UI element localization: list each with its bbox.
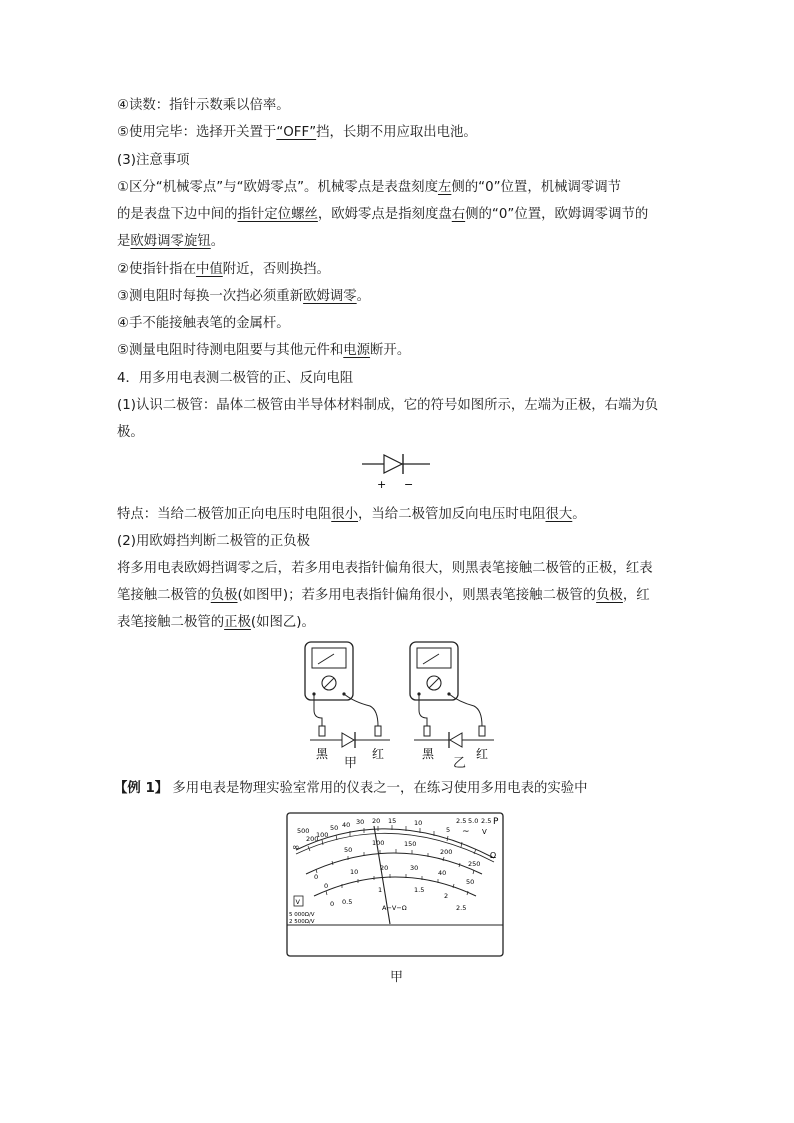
red-probe-label-left: 红	[372, 747, 385, 761]
dial-center-label: A−V−Ω	[382, 904, 407, 912]
dial-low-1: 1	[378, 886, 383, 894]
step-5-text: ⑤使用完毕：选择开关置于“OFF”挡，长期不用应取出电池。	[117, 125, 477, 140]
black-probe-label-right: 黑	[422, 747, 435, 761]
diode-plus-label: +	[377, 478, 387, 491]
dial-mid-50: 50	[344, 846, 353, 854]
dial-p-mark: P	[493, 817, 499, 827]
dial-omega: Ω	[490, 851, 497, 860]
dial-mid2-30: 30	[410, 864, 419, 872]
dial-ohm-20: 20	[372, 817, 381, 825]
dial-inf-symbol: ∞	[292, 843, 300, 853]
dial-mid2-20: 20	[380, 864, 389, 872]
judge-line-a: 将多用电表欧姆挡调零之后，若多用电表指针偏角很大，则黑表笔接触二极管的正极，红表	[117, 561, 653, 576]
dial-ohm-15: 15	[388, 817, 397, 825]
dial-mid-250: 250	[468, 860, 481, 868]
dial-mid2-10: 10	[350, 868, 359, 876]
note-1-line-a: ①区分“机械零点”与“欧姆零点”。机械零点是表盘刻度左侧的“0”位置，机械调零调节	[117, 180, 622, 195]
note-1-line-b: 的是表盘下边中间的指针定位螺丝，欧姆零点是指刻度盘右侧的“0”位置，欧姆调零调节的	[117, 207, 649, 222]
dial-vac-50: 5.0	[468, 817, 479, 825]
dial-mid-200: 200	[440, 848, 453, 856]
note-5: ⑤测量电阻时待测电阻要与其他元件和电源断开。	[117, 343, 411, 358]
dial-side-v: V	[295, 898, 300, 906]
section-4-title: 4．用多用电表测二极管的正、反向电阻	[117, 371, 354, 386]
diode-feature: 特点：当给二极管加正向电压时电阻很小，当给二极管加反向电压时电阻很大。	[117, 507, 586, 522]
dial-caption: 甲	[390, 970, 404, 985]
multimeter-dial	[286, 812, 504, 958]
judge-line-b: 笔接触二极管的负极(如图甲)；若多用电表指针偏角很小，则黑表笔接触二极管的负极，红	[117, 588, 650, 603]
step-4-text: ④读数：指针示数乘以倍率。	[117, 98, 290, 113]
off-underlined: “OFF”	[276, 125, 317, 140]
dial-sens-2: 2 500Ω/V	[289, 919, 315, 925]
dial-ohm-200: 200	[306, 835, 319, 843]
dial-mid-0: 0	[314, 873, 319, 881]
dial-ohm-10: 10	[414, 819, 423, 827]
dial-v-mark: V	[482, 828, 487, 836]
note-2: ②使指针指在中值附近，否则换挡。	[117, 262, 330, 277]
dial-sens-1: 5 000Ω/V	[289, 912, 315, 918]
judge-title: (2)用欧姆挡判断二极管的正负极	[117, 534, 311, 549]
dial-ac-mark: ~	[462, 827, 470, 837]
dial-mid-150: 150	[404, 840, 417, 848]
black-probe-label-left: 黑	[316, 747, 329, 761]
notes-heading: (3)注意事项	[117, 153, 190, 168]
dial-ohm-50: 50	[330, 824, 339, 832]
dial-ohm-5: 5	[446, 826, 451, 834]
dial-low-0: 0	[330, 900, 335, 908]
dial-ohm-500: 500	[297, 827, 310, 835]
meter-figure-right	[406, 640, 506, 768]
red-probe-label-right: 红	[476, 747, 489, 761]
dial-mid2-40: 40	[438, 869, 447, 877]
dial-vac-25b: 2.5	[481, 817, 492, 825]
dial-mid2-0: 0	[324, 882, 329, 890]
judge-line-c: 表笔接触二极管的正极(如图乙)。	[117, 615, 315, 630]
note-1-line-c: 是欧姆调零旋钮。	[117, 234, 225, 249]
dial-low-05: 0.5	[342, 898, 353, 906]
example-1: 【例 1】 多用电表是物理实验室常用的仪表之一，在练习使用多用电表的实验中	[114, 781, 588, 796]
meter-right-caption: 乙	[453, 756, 467, 771]
dial-low-2: 2	[444, 892, 449, 900]
dial-ohm-40: 40	[342, 821, 351, 829]
diode-intro-b: 极。	[117, 425, 144, 440]
note-4: ④手不能接触表笔的金属杆。	[117, 316, 290, 331]
dial-low-25: 2.5	[456, 904, 467, 912]
diode-minus-label: −	[404, 478, 414, 491]
meter-left-caption: 甲	[344, 756, 358, 771]
dial-mid2-50: 50	[466, 878, 475, 886]
dial-low-15: 1.5	[414, 886, 425, 894]
note-3: ③测电阻时每换一次挡必须重新欧姆调零。	[117, 289, 371, 304]
meter-figure-left	[296, 640, 396, 768]
dial-ohm-100: 100	[316, 831, 329, 839]
example-tag: 【例 1】	[114, 781, 169, 796]
dial-mid-100: 100	[372, 839, 385, 847]
diode-symbol	[360, 452, 434, 494]
diode-intro-a: (1)认识二极管：晶体二极管由半导体材料制成，它的符号如图所示，左端为正极，右端为负	[117, 398, 659, 413]
dial-vac-25: 2.5	[456, 817, 467, 825]
dial-ohm-30: 30	[356, 818, 365, 826]
